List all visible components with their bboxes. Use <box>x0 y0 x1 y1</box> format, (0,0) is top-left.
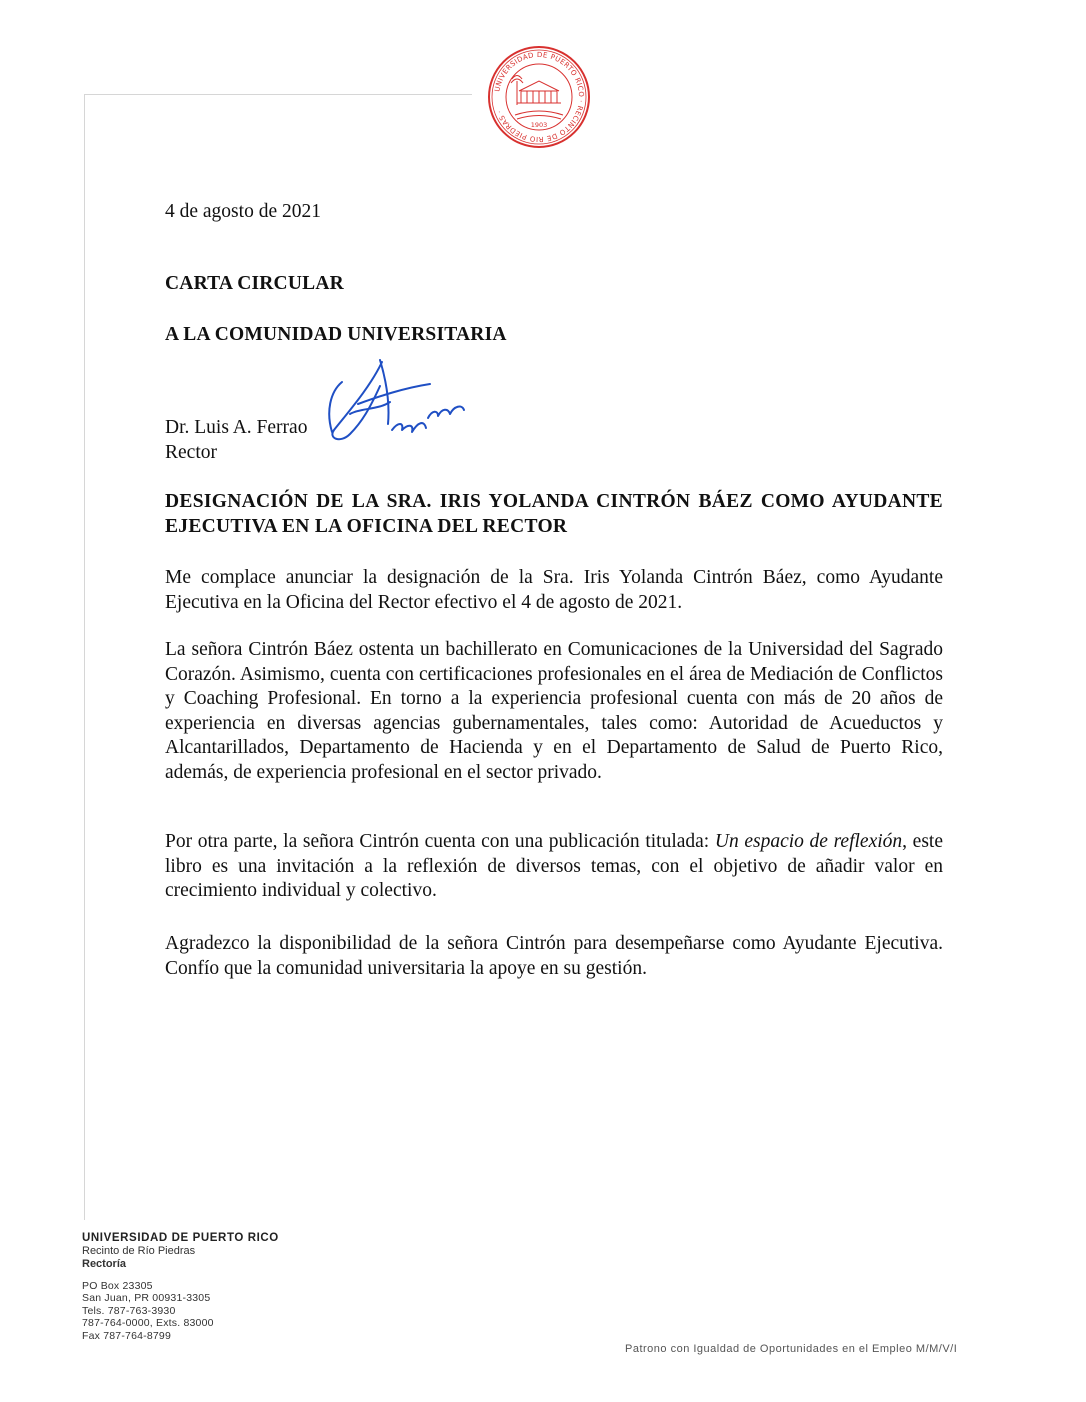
book-title: Un espacio de reflexión <box>714 831 903 852</box>
footer-university: UNIVERSIDAD DE PUERTO RICO <box>82 1232 279 1244</box>
paragraph-3-rest: , este libro es una invitación a la reflexión de diversos temas, con el objetivo de añadir valor en crecimiento individual y colectivo. <box>165 831 943 901</box>
svg-text:UNIVERSIDAD DE PUERTO RICO · R: UNIVERSIDAD DE PUERTO RICO · RECINTO DE RIO PIEDRAS · <box>493 50 586 144</box>
body-paragraph-2: La señora Cintrón Báez ostenta un bachillerato en Comunicaciones de la Universidad del Sagrado Corazón. Asimismo, cuenta con certificaciones profesionales en el área de Mediación de Conflictos y Coaching Profesional. En torno a la experiencia profesional cuenta con más de 20 años de experiencia en diversas agencias gubernamentales, tales como: Autoridad de Acueductos y Alcantarillados, Departamento de Hacienda y en el Departamento de Salud de Puerto Rico, además, de experiencia profesional en el sector privado. <box>165 639 943 783</box>
sender-title: Rector <box>165 441 217 463</box>
paragraph-3-intro: Por otra parte, la señora Cintrón cuenta con una publicación titulada: <box>165 831 715 852</box>
sender-name: Dr. Luis A. Ferrao <box>165 417 308 438</box>
subject-line: DESIGNACIÓN DE LA SRA. IRIS YOLANDA CINTRÓN BÁEZ COMO AYUDANTE EJECUTIVA EN LA OFICINA DEL RECTOR <box>165 491 943 537</box>
circular-heading: CARTA CIRCULAR <box>165 273 344 294</box>
address-line: San Juan, PR 00931-3305 <box>82 1292 211 1305</box>
phone-line: 787-764-0000, Exts. 83000 <box>82 1317 214 1330</box>
sender-block <box>165 416 307 465</box>
address-line: PO Box 23305 <box>82 1280 153 1292</box>
footer-address <box>82 1280 279 1342</box>
footer-campus: Recinto de Río Piedras <box>82 1245 196 1257</box>
recipient-heading: A LA COMUNIDAD UNIVERSITARIA <box>165 324 507 345</box>
footer-office: Rectoría <box>82 1258 127 1270</box>
phone-line: Tels. 787-763-3930 <box>82 1304 176 1317</box>
header-rule <box>84 94 472 95</box>
body-paragraph-4: Agradezco la disponibilidad de la señora Cintrón para desempeñarse como Ayudante Ejecutiva. Confío que la comunidad universitaria la apoye en su gestión. <box>165 933 943 979</box>
svg-text:1903: 1903 <box>530 121 548 129</box>
letterhead-footer <box>82 1231 279 1342</box>
handwritten-signature <box>320 352 480 452</box>
equal-opportunity-notice: Patrono con Igualdad de Oportunidades en el Empleo M/M/V/I <box>625 1343 958 1355</box>
body-paragraph-1: Me complace anunciar la designación de la Sra. Iris Yolanda Cintrón Báez, como Ayudante Ejecutiva en la Oficina del Rector efectivo el 4 de agosto de 2021. <box>165 567 943 613</box>
letter-date: 4 de agosto de 2021 <box>165 201 321 222</box>
university-seal-logo <box>487 45 591 149</box>
body-paragraph-3 <box>165 830 943 904</box>
fax-line: Fax 787-764-8799 <box>82 1329 172 1342</box>
margin-rule <box>84 94 85 1220</box>
